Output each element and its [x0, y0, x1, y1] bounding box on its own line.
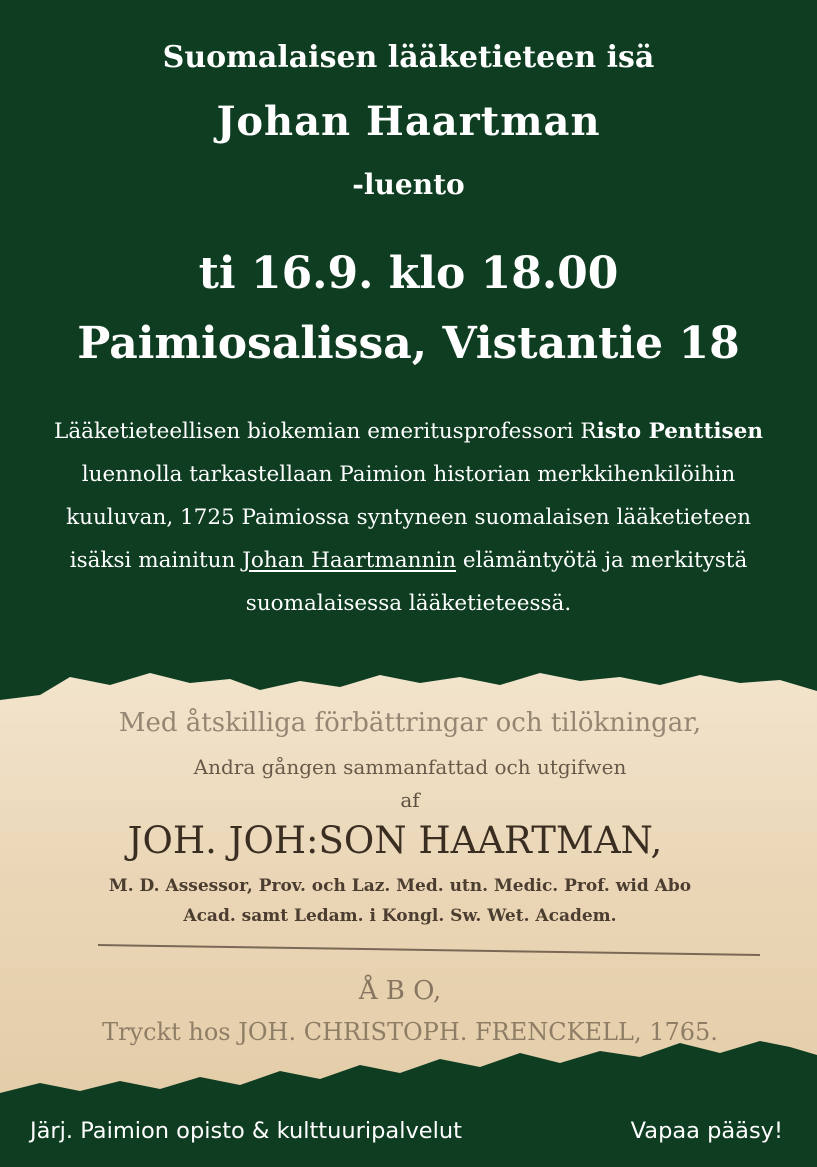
poster-subtitle: Suomalaisen lääketieteen isä: [162, 40, 655, 75]
historic-title-page-image: [0, 655, 817, 1105]
haartman-link[interactable]: Johan Haartmannin: [242, 548, 457, 573]
poster-title: Johan Haartman: [216, 98, 601, 145]
print-line-5: M. D. Assessor, Prov. och Laz. Med. utn. Medic. Prof. wid Abo: [108, 876, 692, 896]
poster-title-suffix: -luento: [352, 168, 465, 201]
print-imprint: Tryckt hos JOH. CHRISTOPH. FRENCKELL, 1765.: [102, 1018, 718, 1046]
event-datetime: ti 16.9. klo 18.00: [198, 248, 619, 299]
event-description: [40, 410, 777, 625]
print-line-2: Andra gången sammanfattad och utgifwen: [193, 755, 627, 779]
print-author: JOH. JOH:SON HAARTMAN,: [127, 819, 663, 862]
print-line-3: af: [400, 788, 420, 812]
description-text-3: elämäntyötä ja merkitystä suomalaisessa lääketieteessä.: [245, 548, 748, 616]
print-place: Å B O,: [358, 976, 442, 1006]
print-line-6: Acad. samt Ledam. i Kongl. Sw. Wet. Academ.: [183, 906, 617, 926]
organizer-text: Järj. Paimion opisto & kulttuuripalvelut: [30, 1118, 462, 1144]
print-line-1: Med åtskilliga förbättringar och tilökningar,: [118, 708, 702, 738]
description-text-2: luennolla tarkastellaan Paimion historian merkkihenkilöihin kuuluvan, 1725 Paimiossa syntyneen suomalaisen lääketieteen isäksi mainitun: [66, 462, 751, 573]
admission-text: Vapaa pääsy!: [630, 1118, 783, 1144]
speaker-name: isto Penttisen: [596, 419, 763, 444]
event-venue: Paimiosalissa, Vistantie 18: [77, 318, 740, 369]
description-text-1: Lääketieteellisen biokemian emeritusprofessori R: [54, 419, 597, 444]
